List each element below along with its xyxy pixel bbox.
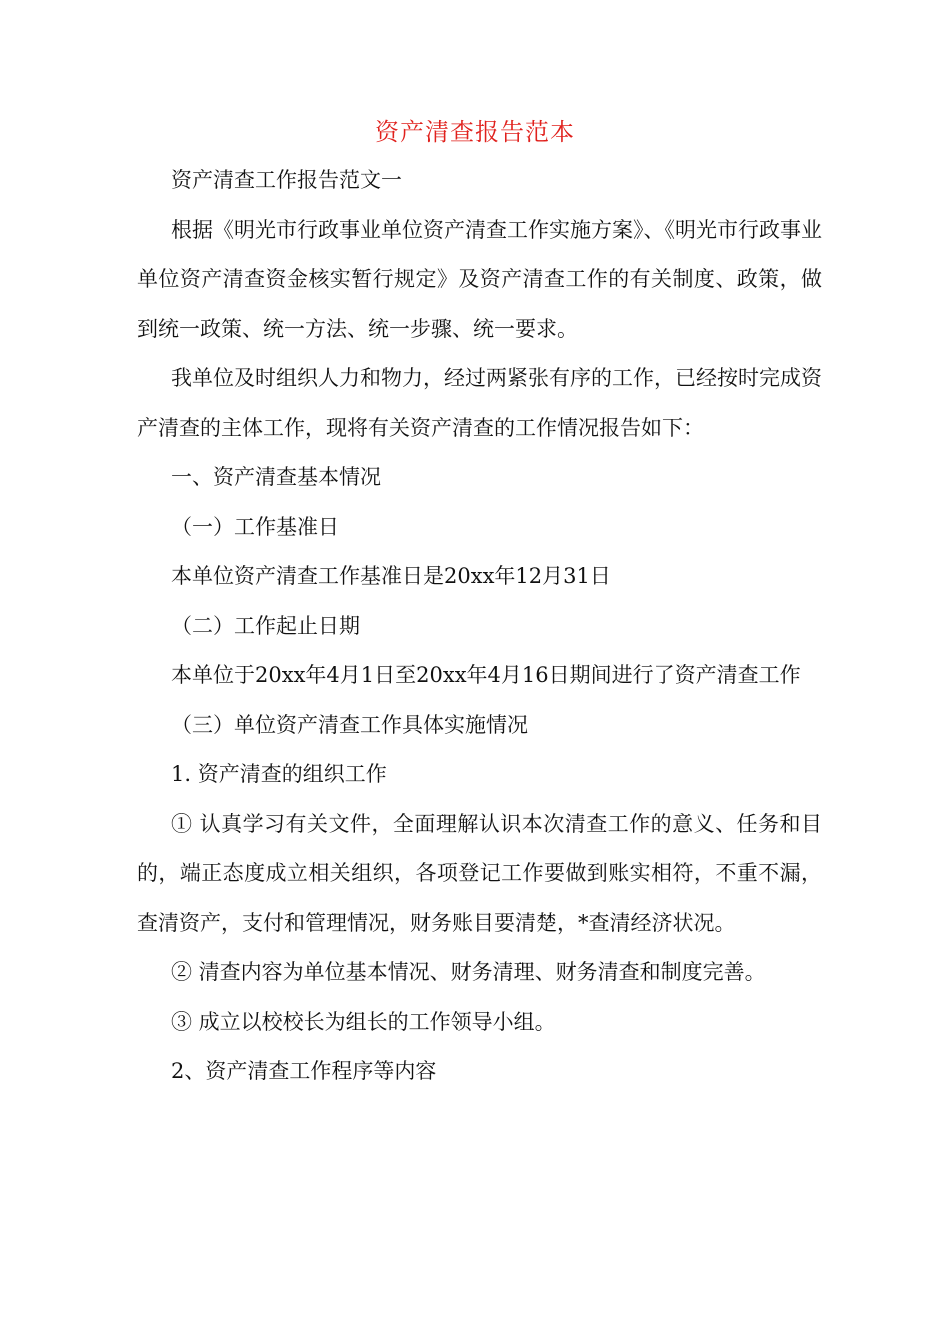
paragraph-basis: 根据《明光市行政事业单位资产清查工作实施方案》、《明光市行政事业单位资产清查资金核实暂行规定》及资产清查工作的有关制度、政策，做到统一政策、统一方法、统一步骤、统一要求。 bbox=[137, 217, 822, 341]
list-item-2: ② 清查内容为单位基本情况、财务清理、财务清查和制度完善。 bbox=[171, 960, 766, 984]
paragraph-base-date: 本单位资产清查工作基准日是20xx年12月31日 bbox=[171, 564, 611, 588]
document-title: 资产清查报告范本 bbox=[375, 118, 575, 146]
paragraph-subtitle: 资产清查工作报告范文一 bbox=[171, 168, 402, 192]
subsection-heading-2: （二）工作起止日期 bbox=[171, 613, 360, 638]
list-item-1: ① 认真学习有关文件，全面理解认识本次清查工作的意义、任务和目的，端正态度成立相关组织，各项登记工作要做到账实相符，不重不漏，查清资产，支付和管理情况，财务账目要清楚，*查清经济状况。 bbox=[137, 811, 822, 935]
subsection-heading-1: （一）工作基准日 bbox=[171, 514, 339, 539]
section-heading-1: 一、资产清查基本情况 bbox=[171, 465, 381, 489]
document-body bbox=[137, 156, 822, 1097]
list-heading-1: 1. 资产清查的组织工作 bbox=[171, 762, 387, 786]
paragraph-intro: 我单位及时组织人力和物力，经过两紧张有序的工作，已经按时完成资产清查的主体工作，现将有关资产清查的工作情况报告如下： bbox=[137, 366, 822, 440]
paragraph-period: 本单位于20xx年4月1日至20xx年4月16日期间进行了资产清查工作 bbox=[171, 663, 801, 687]
subsection-heading-3: （三）单位资产清查工作具体实施情况 bbox=[171, 712, 528, 737]
list-heading-2: 2、资产清查工作程序等内容 bbox=[171, 1059, 437, 1083]
list-item-3: ③ 成立以校校长为组长的工作领导小组。 bbox=[171, 1009, 556, 1034]
